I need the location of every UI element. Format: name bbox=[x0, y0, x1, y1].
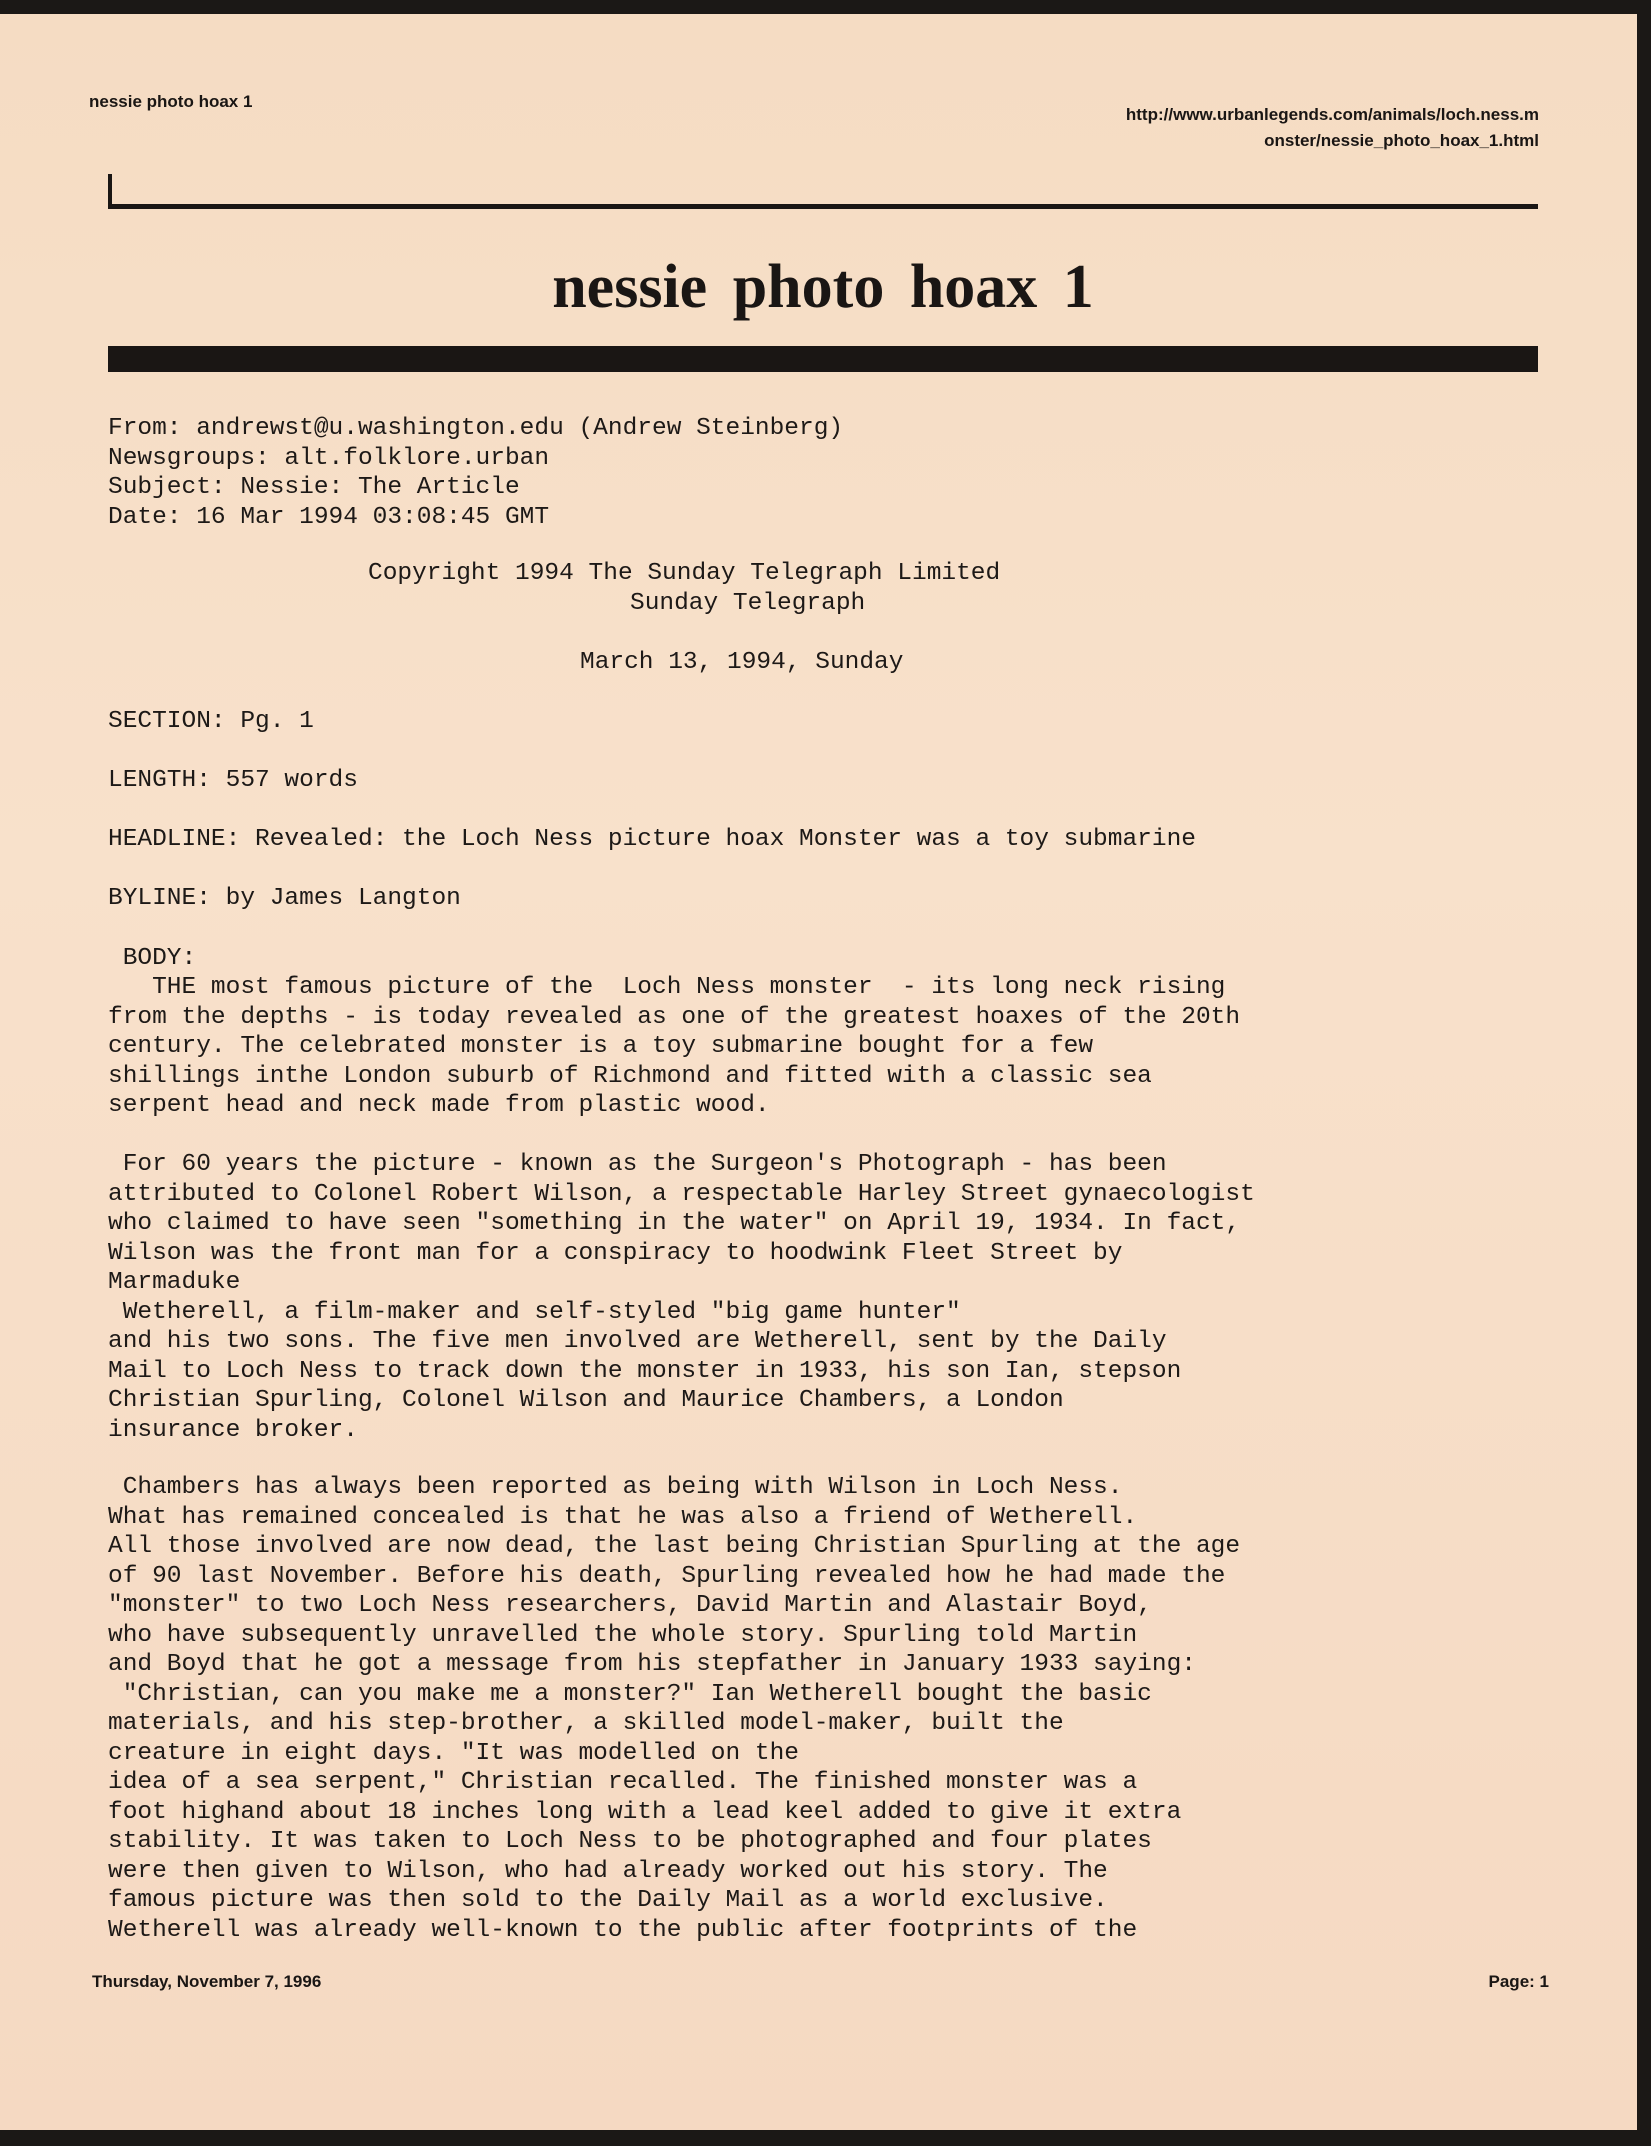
body-paragraph-2: For 60 years the picture - known as the Surgeon's Photograph - has been attributed to Colonel Robert Wilson, a respectable Harley Street gynaecologist who claimed to have seen "something in the water" on April 19, 1934. In fact, Wilson was the front man for a conspiracy to hoodwink Fleet Street by Marmaduke Wetherell, a film-maker and self-styled "big game hunter" and his two sons. The five men involved are Wetherell, sent by the Daily Mail to Loch Ness to track down the monster in 1933, his son Ian, stepson Christian Spurling, Colonel Wilson and Maurice Chambers, a London insurance broker. bbox=[108, 1151, 1255, 1444]
section-line: SECTION: Pg. 1 bbox=[108, 708, 314, 735]
document-page bbox=[0, 14, 1637, 2130]
message-headers bbox=[108, 414, 843, 532]
body-paragraph-3: Chambers has always been reported as being with Wilson in Loch Ness. What has remained concealed is that he was also a friend of Wetherell. All those involved are now dead, the last being Christian Spurling at the age of 90 last November. Before his death, Spurling revealed how he had made the "monster" to two Loch Ness researchers, David Martin and Alastair Boyd, who have subsequently unravelled the whole story. Spurling told Martin and Boyd that he got a message from his stepfather in January 1933 saying: "Christian, can you make me a monster?" Ian Wetherell bought the basic materials, and his step-brother, a skilled model-maker, built the creature in eight days. "It was modelled on the idea of a sea serpent," Christian recalled. The finished monster was a foot highand about 18 inches long with a lead keel added to give it extra stability. It was taken to Loch Ness to be photographed and four plates were then given to Wilson, who had already worked out his story. The famous picture was then sold to the Daily Mail as a world exclusive. Wetherell was already well-known to the public after footprints of the bbox=[108, 1474, 1241, 1944]
header-rule bbox=[108, 204, 1538, 209]
footer-page-number: Page: 1 bbox=[1488, 1972, 1549, 1991]
header-url bbox=[979, 102, 1539, 154]
length-line: LENGTH: 557 words bbox=[108, 767, 358, 794]
body-label: BODY: bbox=[108, 945, 197, 972]
headline-line: HEADLINE: Revealed: the Loch Ness picture hoax Monster was a toy submarine bbox=[108, 826, 1196, 853]
copyright-line: Copyright 1994 The Sunday Telegraph Limited bbox=[368, 560, 1001, 587]
header-title: nessie photo hoax 1 bbox=[89, 92, 253, 111]
header-url-line2: onster/nessie_photo_hoax_1.html bbox=[1264, 131, 1539, 150]
header-date: Date: 16 Mar 1994 03:08:45 GMT bbox=[108, 503, 550, 531]
header-url-line1: http://www.urbanlegends.com/animals/loch.ness.m bbox=[1125, 105, 1539, 124]
header-subject: Subject: Nessie: The Article bbox=[108, 474, 520, 501]
header-rule-tick bbox=[108, 174, 112, 204]
publication-date: March 13, 1994, Sunday bbox=[580, 649, 904, 676]
footer-date: Thursday, November 7, 1996 bbox=[92, 1972, 322, 1991]
title-rule bbox=[108, 346, 1538, 372]
publication-name: Sunday Telegraph bbox=[630, 590, 866, 617]
header-newsgroups: Newsgroups: alt.folklore.urban bbox=[108, 444, 550, 472]
byline-line: BYLINE: by James Langton bbox=[108, 885, 461, 912]
page-title: nessie photo hoax 1 bbox=[552, 253, 1094, 321]
header-from: From: andrewst@u.washington.edu (Andrew Steinberg) bbox=[108, 415, 844, 442]
body-paragraph-1: THE most famous picture of the Loch Ness monster - its long neck rising from the depths - is today revealed as one of the greatest hoaxes of the 20th century. The celebrated monster is a toy submarine bought for a few shillings inthe London suburb of Richmond and fitted with a classic sea serpent head and neck made from plastic wood. bbox=[108, 974, 1241, 1119]
